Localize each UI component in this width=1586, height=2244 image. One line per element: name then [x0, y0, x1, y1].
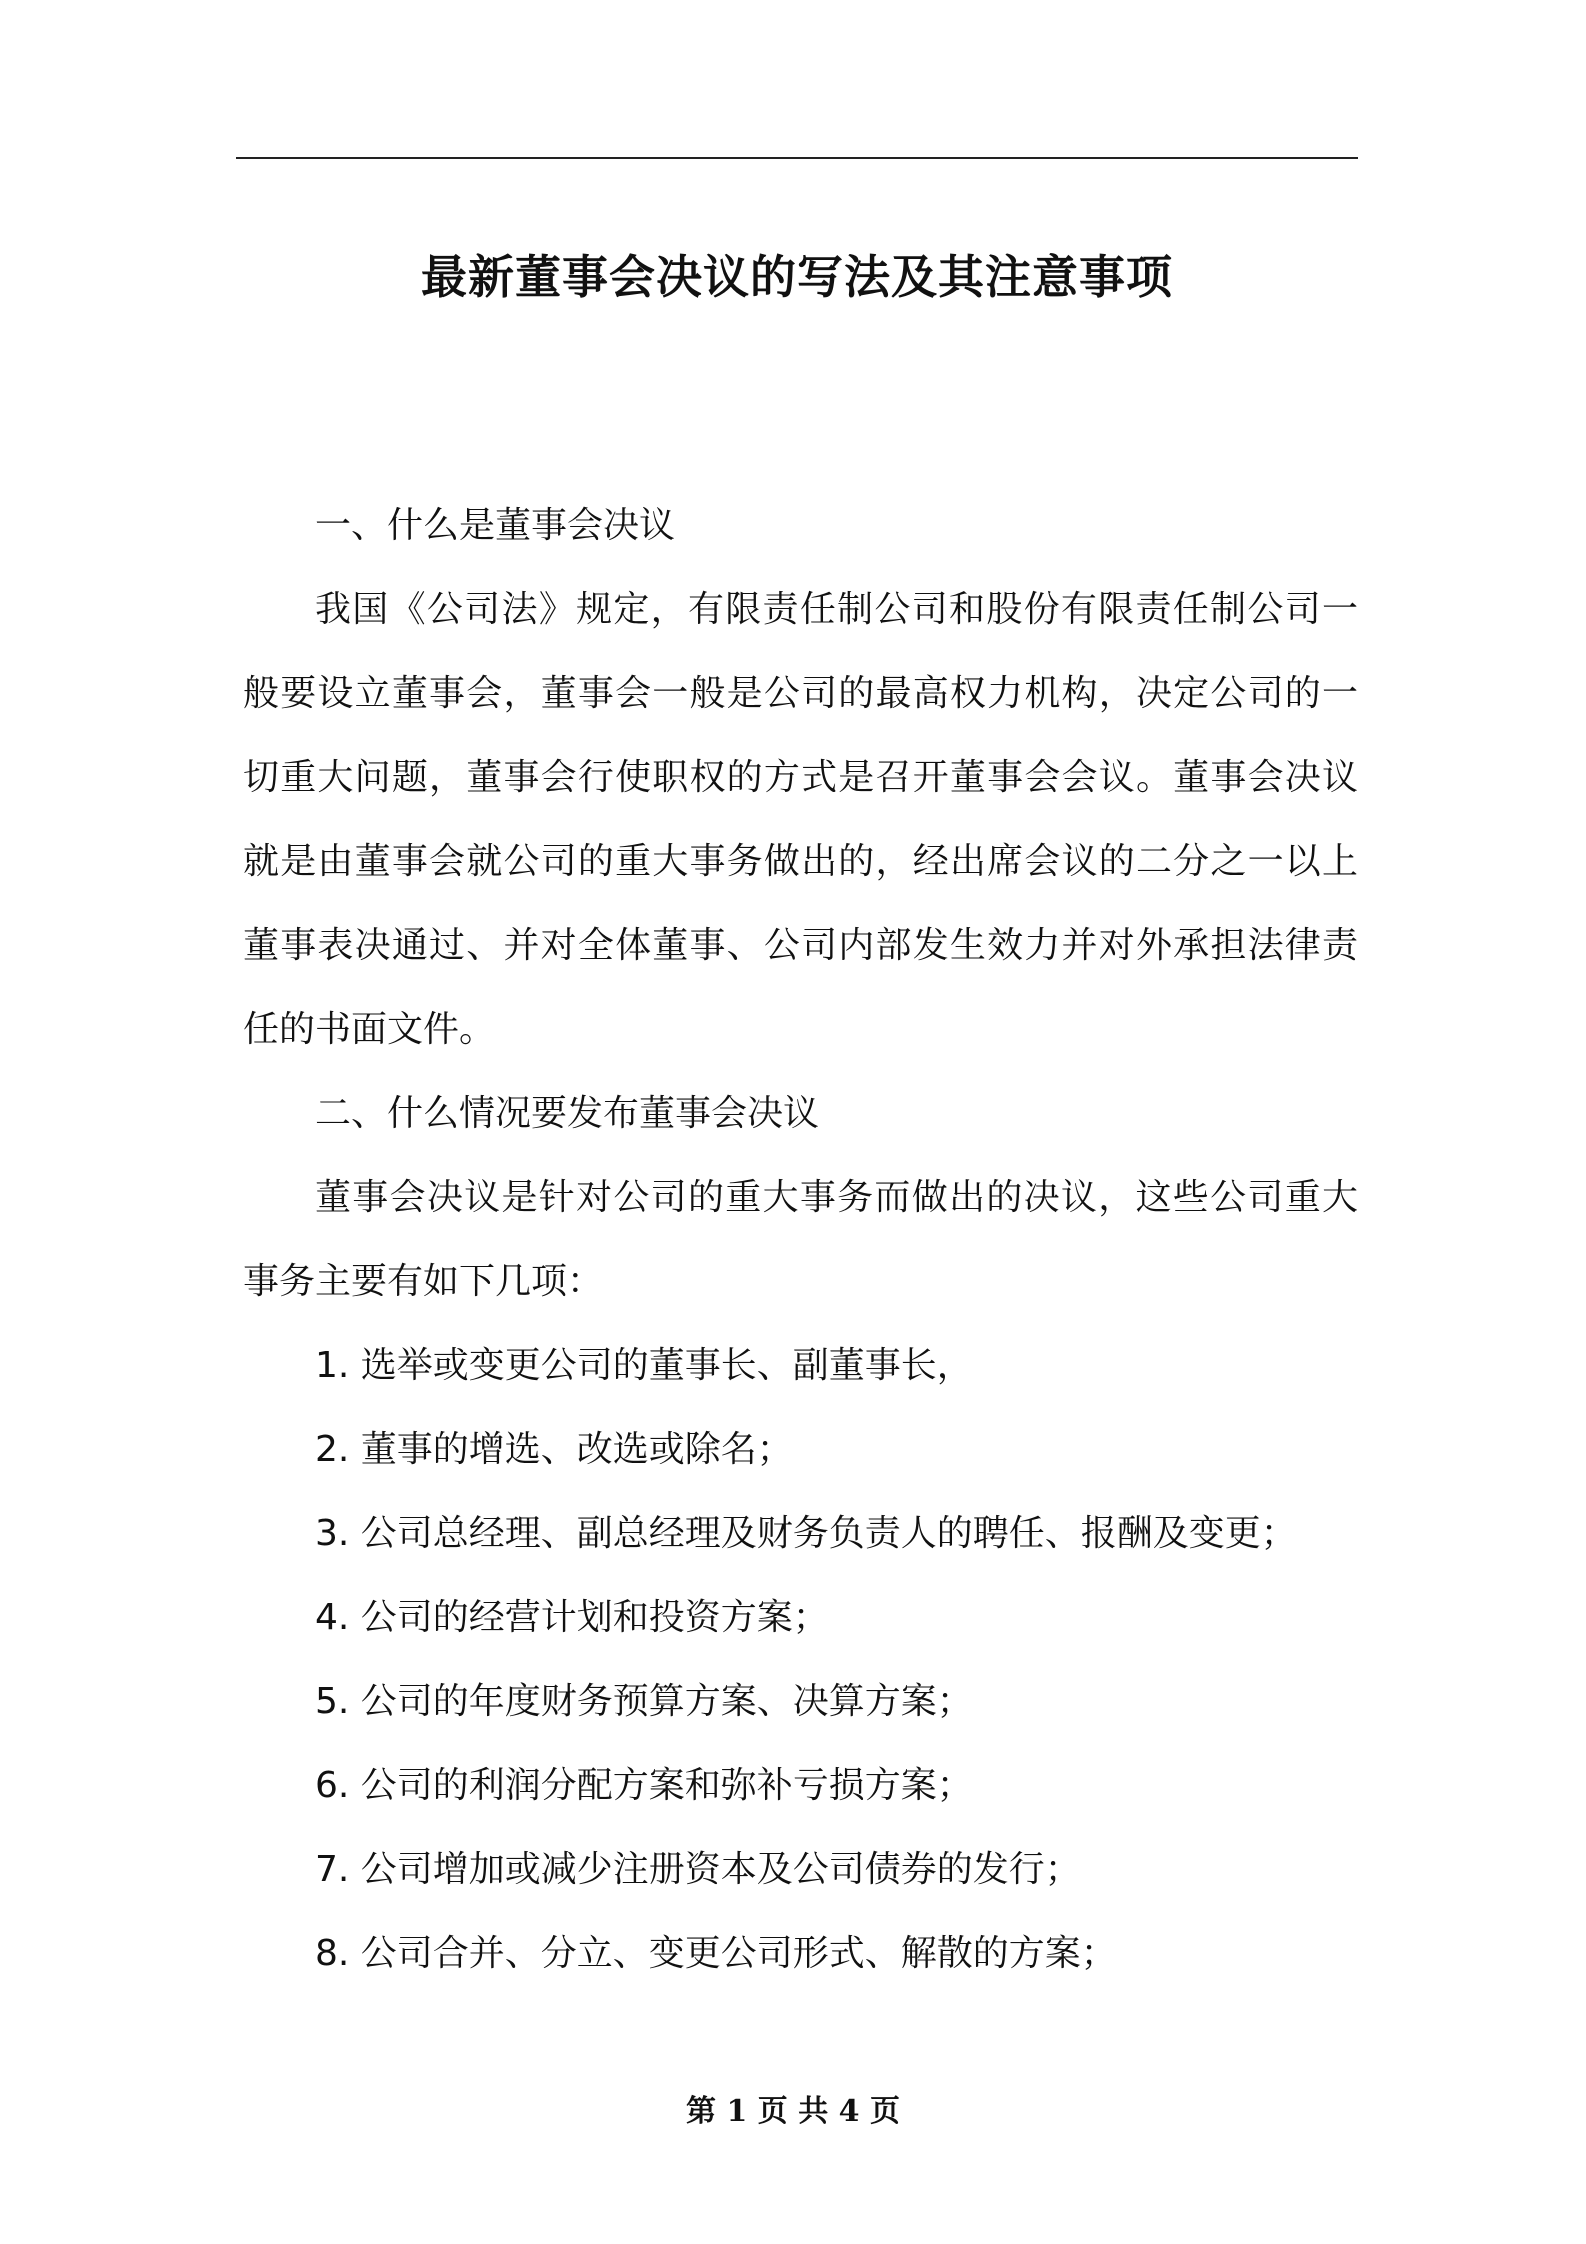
list-item: 6. 公司的利润分配方案和弥补亏损方案；: [315, 1765, 973, 1806]
document-title: 最新董事会决议的写法及其注意事项: [421, 249, 1173, 304]
list-item: 3. 公司总经理、副总经理及财务负责人的聘任、报酬及变更；: [315, 1513, 1297, 1554]
section-heading: 一、什么是董事会决议: [315, 505, 676, 546]
document-body: [243, 484, 1358, 1996]
paragraph: 董事会决议是针对公司的重大事务而做出的决议，这些公司重大事务主要有如下几项：: [243, 1177, 1358, 1302]
paragraph: 我国《公司法》规定，有限责任制公司和股份有限责任制公司一般要设立董事会，董事会一般是公司的最高权力机构，决定公司的一切重大问题，董事会行使职权的方式是召开董事会会议。董事会决议就是由董事会就公司的重大事务做出的，经出席会议的二分之一以上董事表决通过、并对全体董事、公司内部发生效力并对外承担法律责任的书面文件。: [243, 589, 1358, 1050]
page-number-footer: 第 1 页 共 4 页: [686, 2094, 900, 2129]
list-item: 5. 公司的年度财务预算方案、决算方案；: [315, 1681, 973, 1722]
header-rule: [236, 157, 1358, 159]
list-item: 7. 公司增加或减少注册资本及公司债券的发行；: [315, 1849, 1081, 1890]
list-item: 8. 公司合并、分立、变更公司形式、解散的方案；: [315, 1933, 1117, 1974]
list-item: 4. 公司的经营计划和投资方案；: [315, 1597, 829, 1638]
section-heading: 二、什么情况要发布董事会决议: [315, 1093, 820, 1134]
list-item: 1. 选举或变更公司的董事长、副董事长，: [315, 1345, 973, 1386]
list-item: 2. 董事的增选、改选或除名；: [315, 1429, 793, 1470]
